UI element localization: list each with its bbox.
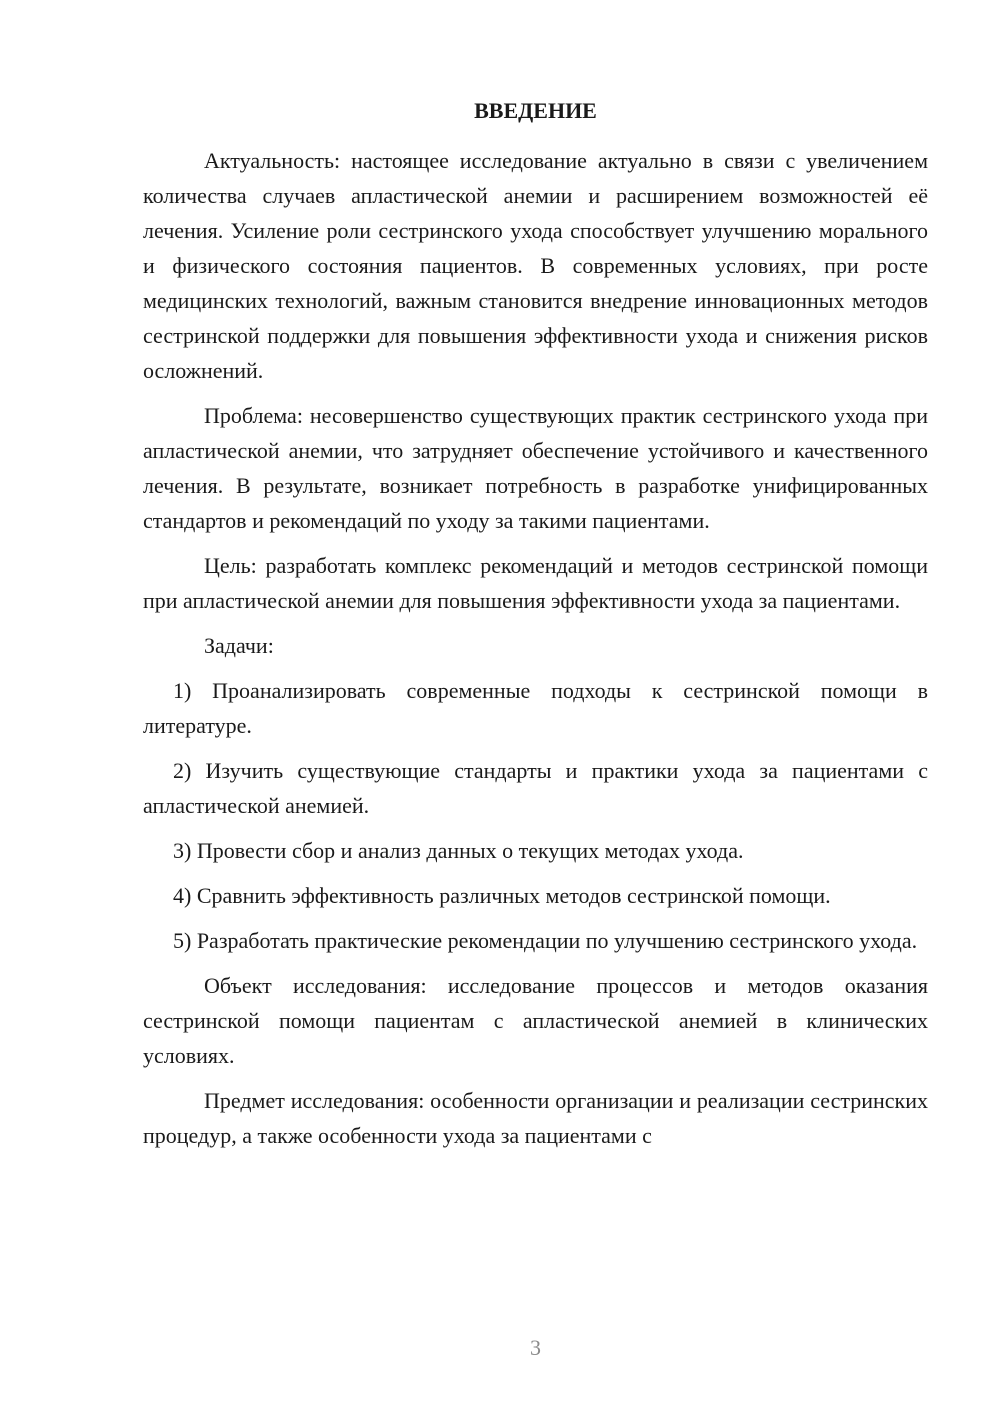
paragraph-relevance: Актуальность: настоящее исследование актуально в связи с увеличением количества случаев апластической анемии и расширением возможностей её лечения. Усиление роли сестринского ухода способствует улучшению морального и физического состояния пациентов. В современных условиях, при росте медицинских технологий, важным становится внедрение инновационных методов сестринской поддержки для повышения эффективности ухода и снижения рисков осложнений. [143,148,928,383]
task-item: 5) Разработать практические рекомендации по улучшению сестринского ухода. [173,928,918,953]
task-item: 3) Провести сбор и анализ данных о текущих методах ухода. [173,838,744,863]
paragraph-object: Объект исследования: исследование процессов и методов оказания сестринской помощи пациентам с апластической анемией в клинических условиях. [143,973,928,1068]
paragraph-goal: Цель: разработать комплекс рекомендаций и методов сестринской помощи при апластической анемии для повышения эффективности ухода за пациентами. [143,553,928,613]
paragraph-problem: Проблема: несовершенство существующих практик сестринского ухода при апластической анемии, что затрудняет обеспечение устойчивого и качественного лечения. В результате, возникает потребность в разработке унифицированных стандартов и рекомендаций по уходу за такими пациентами. [143,403,928,533]
paragraph-subject: Предмет исследования: особенности организации и реализации сестринских процедур, а также особенности ухода за пациентами с [143,1088,928,1148]
tasks-heading: Задачи: [204,633,274,658]
task-item: 1) Проанализировать современные подходы к сестринской помощи в литературе. [143,678,928,738]
task-item: 4) Сравнить эффективность различных методов сестринской помощи. [173,883,831,908]
task-item: 2) Изучить существующие стандарты и практики ухода за пациентами с апластической анемией. [143,758,928,818]
body-text [143,143,928,1163]
page-title: ВВЕДЕНИЕ [474,98,597,123]
page-number: 3 [530,1335,541,1360]
